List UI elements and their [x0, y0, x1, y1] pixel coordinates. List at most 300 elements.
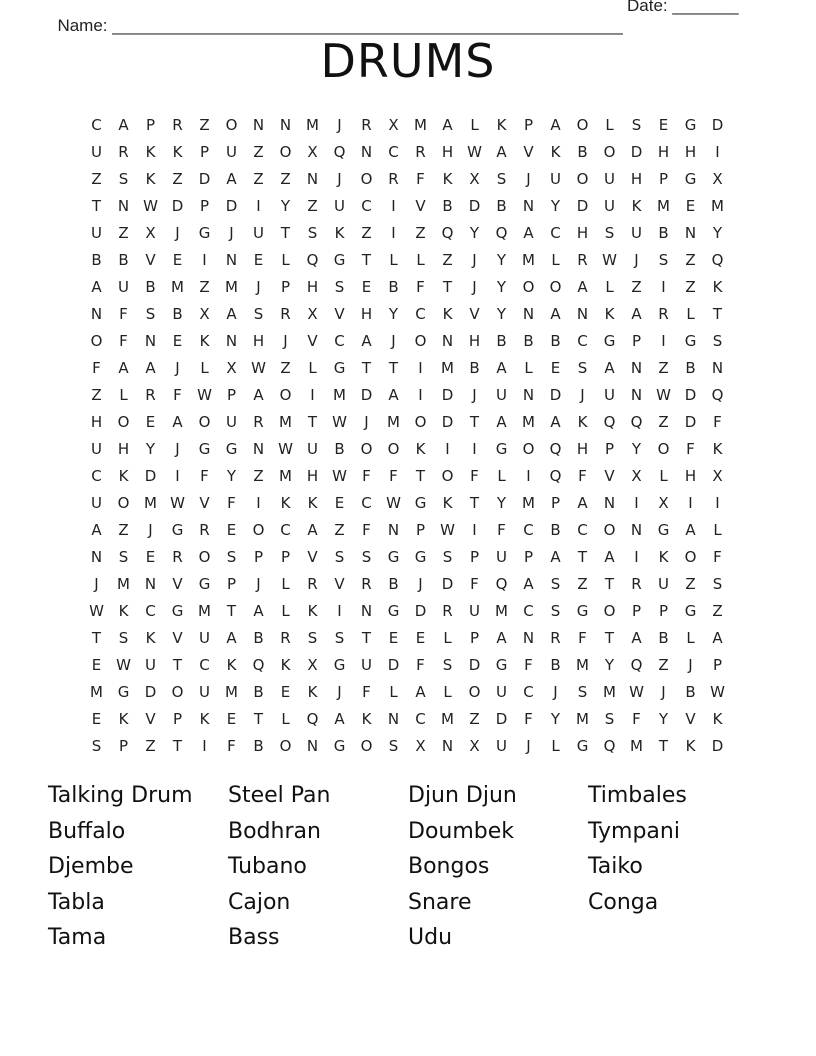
grid-letter: N — [630, 386, 643, 404]
grid-letter: O — [279, 386, 292, 404]
grid-letter: J — [688, 656, 693, 674]
grid-letter: S — [91, 737, 102, 755]
grid-letter: O — [522, 440, 535, 458]
grid-letter: M — [441, 359, 454, 377]
grid-letter: B — [685, 359, 696, 377]
grid-letter: C — [415, 710, 426, 728]
grid-letter: G — [333, 656, 346, 674]
grid-letter: A — [415, 683, 426, 701]
grid-letter: N — [630, 359, 643, 377]
grid-letter: R — [307, 575, 318, 593]
grid-letter: T — [361, 629, 372, 647]
grid-letter: G — [576, 737, 589, 755]
word-list-item: Bodhran — [228, 818, 321, 844]
grid-letter: M — [522, 413, 535, 431]
word-list-item: Tubano — [228, 854, 307, 879]
grid-letter: I — [472, 521, 477, 539]
grid-letter: J — [634, 251, 639, 269]
grid-letter: M — [603, 683, 616, 701]
grid-letter: R — [550, 629, 561, 647]
grid-letter: I — [391, 224, 396, 242]
grid-letter: E — [172, 251, 183, 269]
grid-letter: V — [307, 332, 318, 350]
grid-letter: B — [496, 332, 507, 350]
grid-letter: M — [495, 602, 508, 620]
grid-letter: W — [251, 359, 266, 377]
grid-letter: N — [90, 305, 103, 323]
grid-letter: B — [550, 521, 561, 539]
grid-letter: U — [199, 683, 210, 701]
grid-letter: I — [256, 197, 261, 215]
grid-letter: B — [253, 737, 264, 755]
grid-letter: U — [253, 224, 264, 242]
grid-letter: C — [577, 521, 588, 539]
grid-letter: C — [361, 494, 372, 512]
grid-letter: R — [172, 116, 183, 134]
grid-letter: C — [550, 224, 561, 242]
grid-letter: F — [524, 710, 533, 728]
grid-letter: S — [145, 305, 156, 323]
grid-letter: J — [256, 575, 261, 593]
grid-letter: M — [630, 737, 643, 755]
grid-letter: D — [576, 197, 589, 215]
grid-letter: D — [684, 386, 697, 404]
grid-letter: U — [199, 629, 210, 647]
grid-letter: I — [310, 386, 315, 404]
grid-letter: V — [145, 251, 156, 269]
grid-letter: T — [442, 278, 453, 296]
word-list-item: Udu — [408, 925, 453, 950]
grid-letter: Q — [495, 575, 508, 593]
grid-letter: N — [90, 548, 103, 566]
grid-letter: Y — [496, 251, 507, 269]
grid-letter: U — [361, 656, 372, 674]
grid-letter: Z — [631, 278, 642, 296]
grid-letter: F — [416, 656, 425, 674]
grid-letter: O — [360, 170, 373, 188]
grid-letter: O — [387, 440, 400, 458]
grid-letter: H — [90, 413, 103, 431]
grid-letter: F — [524, 656, 533, 674]
grid-letter: F — [200, 467, 209, 485]
grid-letter: D — [468, 197, 481, 215]
grid-letter: N — [144, 575, 157, 593]
grid-letter: Q — [603, 737, 616, 755]
grid-letter: N — [306, 737, 319, 755]
grid-letter: J — [472, 386, 477, 404]
grid-letter: X — [307, 656, 318, 674]
grid-letter: G — [198, 224, 211, 242]
grid-letter: R — [253, 413, 264, 431]
grid-letter: N — [576, 305, 589, 323]
grid-letter: O — [117, 494, 130, 512]
grid-letter: S — [118, 548, 129, 566]
grid-letter: E — [172, 332, 183, 350]
grid-letter: M — [171, 278, 184, 296]
grid-letter: A — [118, 116, 129, 134]
grid-letter: M — [90, 683, 103, 701]
grid-letter: Y — [280, 197, 291, 215]
grid-letter: G — [333, 737, 346, 755]
grid-letter: G — [387, 602, 400, 620]
grid-letter: Q — [711, 251, 724, 269]
word-list-item: Bass — [228, 925, 280, 950]
grid-letter: C — [280, 521, 291, 539]
grid-letter: Y — [388, 305, 399, 323]
grid-letter: X — [712, 170, 723, 188]
grid-letter: P — [118, 737, 129, 755]
grid-letter: Z — [253, 170, 264, 188]
grid-letter: D — [495, 710, 508, 728]
grid-letter: G — [225, 440, 238, 458]
grid-letter: M — [414, 116, 427, 134]
grid-letter: Q — [333, 143, 346, 161]
word-list-item: Cajon — [228, 889, 291, 915]
grid-letter: B — [685, 683, 696, 701]
grid-letter: I — [688, 494, 693, 512]
grid-letter: X — [712, 467, 723, 485]
grid-letter: D — [549, 386, 562, 404]
grid-letter: Y — [550, 197, 561, 215]
grid-letter: G — [171, 602, 184, 620]
grid-letter: O — [90, 332, 103, 350]
grid-letter: C — [577, 332, 588, 350]
grid-letter: Q — [441, 224, 454, 242]
grid-letter: J — [337, 683, 342, 701]
grid-letter: D — [171, 197, 184, 215]
grid-letter: Z — [199, 278, 210, 296]
grid-letter: J — [553, 683, 558, 701]
grid-letter: U — [631, 224, 642, 242]
grid-letter: O — [414, 413, 427, 431]
grid-letter: T — [172, 656, 183, 674]
grid-letter: U — [91, 143, 102, 161]
word-list — [48, 778, 768, 956]
grid-letter: M — [576, 710, 589, 728]
grid-letter: D — [711, 116, 724, 134]
grid-letter: T — [361, 359, 372, 377]
grid-letter: I — [337, 602, 342, 620]
grid-letter: Y — [496, 494, 507, 512]
grid-letter: X — [388, 116, 399, 134]
grid-letter: P — [415, 521, 426, 539]
grid-letter: V — [523, 143, 534, 161]
grid-letter: O — [576, 116, 589, 134]
grid-letter: A — [550, 305, 561, 323]
grid-letter: S — [604, 710, 615, 728]
grid-letter: I — [202, 737, 207, 755]
grid-letter: U — [604, 170, 615, 188]
grid-letter: A — [604, 359, 615, 377]
grid-letter: I — [418, 359, 423, 377]
grid-letter: R — [361, 575, 372, 593]
grid-letter: C — [523, 602, 534, 620]
grid-letter: P — [631, 602, 642, 620]
word-list-item: Talking Drum — [48, 783, 193, 808]
grid-letter: F — [713, 548, 722, 566]
grid-letter: F — [92, 359, 101, 377]
grid-letter: E — [658, 116, 669, 134]
grid-letter: A — [307, 521, 318, 539]
grid-letter: O — [360, 440, 373, 458]
grid-letter: R — [118, 143, 129, 161]
grid-letter: U — [550, 170, 561, 188]
grid-letter: Z — [361, 224, 372, 242]
grid-letter: R — [172, 548, 183, 566]
grid-letter: A — [118, 359, 129, 377]
grid-letter: P — [226, 386, 237, 404]
grid-letter: F — [173, 386, 182, 404]
grid-letter: O — [360, 737, 373, 755]
grid-letter: Z — [118, 224, 129, 242]
grid-letter: K — [307, 494, 318, 512]
grid-letter: Z — [280, 359, 291, 377]
grid-letter: J — [175, 359, 180, 377]
grid-letter: N — [360, 143, 373, 161]
grid-letter: L — [686, 305, 695, 323]
grid-letter: L — [281, 602, 290, 620]
grid-letter: C — [334, 332, 345, 350]
grid-letter: B — [145, 278, 156, 296]
grid-letter: S — [442, 548, 453, 566]
grid-letter: U — [496, 683, 507, 701]
grid-letter: U — [334, 197, 345, 215]
grid-letter: F — [227, 494, 236, 512]
grid-letter: H — [576, 224, 589, 242]
grid-letter: V — [334, 575, 345, 593]
grid-letter: G — [657, 521, 670, 539]
grid-letter: J — [283, 332, 288, 350]
grid-letter: Z — [658, 656, 669, 674]
grid-letter: S — [550, 602, 561, 620]
grid-letter: A — [172, 413, 183, 431]
grid-letter: O — [198, 413, 211, 431]
grid-letter: P — [469, 629, 480, 647]
grid-letter: C — [523, 683, 534, 701]
grid-letter: R — [388, 170, 399, 188]
grid-letter: T — [604, 629, 615, 647]
grid-letter: U — [658, 575, 669, 593]
grid-letter: I — [472, 440, 477, 458]
grid-letter: W — [332, 413, 347, 431]
grid-letter: K — [496, 116, 507, 134]
grid-letter: D — [144, 467, 157, 485]
grid-letter: F — [362, 521, 371, 539]
grid-letter: N — [522, 197, 535, 215]
grid-letter: Y — [631, 440, 642, 458]
grid-letter: O — [603, 521, 616, 539]
grid-letter: U — [496, 548, 507, 566]
grid-letter: N — [225, 332, 238, 350]
grid-letter: S — [577, 683, 588, 701]
grid-letter: S — [658, 251, 669, 269]
grid-letter: G — [576, 602, 589, 620]
grid-letter: K — [442, 170, 453, 188]
grid-letter: B — [550, 656, 561, 674]
grid-letter: U — [118, 278, 129, 296]
grid-letter: S — [118, 629, 129, 647]
grid-letter: S — [388, 737, 399, 755]
grid-letter: H — [117, 440, 130, 458]
grid-letter: W — [440, 521, 455, 539]
grid-letter: F — [470, 467, 479, 485]
grid-letter: J — [418, 575, 423, 593]
grid-letter: K — [307, 602, 318, 620]
grid-letter: K — [442, 305, 453, 323]
grid-letter: L — [389, 683, 398, 701]
grid-letter: O — [279, 737, 292, 755]
grid-letter: E — [388, 629, 399, 647]
grid-letter: A — [91, 521, 102, 539]
grid-letter: H — [630, 170, 643, 188]
grid-letter: M — [225, 278, 238, 296]
grid-letter: N — [252, 440, 265, 458]
grid-letter: Q — [711, 386, 724, 404]
grid-letter: D — [387, 656, 400, 674]
word-list-item: Buffalo — [48, 818, 126, 844]
word-list-item: Conga — [588, 889, 659, 915]
grid-letter: V — [469, 305, 480, 323]
grid-letter: J — [364, 413, 369, 431]
grid-letter: B — [523, 332, 534, 350]
grid-letter: E — [91, 656, 102, 674]
grid-letter: I — [661, 332, 666, 350]
grid-letter: B — [91, 251, 102, 269]
grid-letter: Z — [685, 251, 696, 269]
grid-letter: U — [604, 386, 615, 404]
grid-letter: Z — [685, 278, 696, 296]
grid-letter: O — [171, 683, 184, 701]
grid-letter: G — [333, 251, 346, 269]
grid-letter: V — [415, 197, 426, 215]
grid-letter: I — [445, 440, 450, 458]
grid-letter: A — [604, 548, 615, 566]
grid-letter: B — [388, 278, 399, 296]
grid-letter: P — [469, 548, 480, 566]
grid-letter: S — [712, 332, 723, 350]
grid-letter: T — [388, 359, 399, 377]
grid-letter: Y — [145, 440, 156, 458]
grid-letter: U — [604, 197, 615, 215]
grid-letter: L — [470, 116, 479, 134]
grid-letter: N — [117, 197, 130, 215]
grid-letter: J — [229, 224, 234, 242]
grid-letter: D — [684, 413, 697, 431]
grid-letter: M — [198, 602, 211, 620]
grid-letter: H — [360, 305, 373, 323]
word-list-item: Taiko — [588, 854, 643, 879]
grid-letter: J — [175, 224, 180, 242]
grid-letter: K — [118, 710, 129, 728]
grid-letter: L — [416, 251, 425, 269]
grid-letter: C — [145, 602, 156, 620]
grid-letter: X — [658, 494, 669, 512]
grid-letter: Z — [658, 413, 669, 431]
grid-letter: P — [172, 710, 183, 728]
grid-letter: I — [418, 386, 423, 404]
grid-letter: O — [522, 278, 535, 296]
grid-letter: A — [145, 359, 156, 377]
grid-letter: T — [172, 737, 183, 755]
grid-letter: I — [526, 467, 531, 485]
grid-letter: E — [334, 494, 345, 512]
grid-letter: P — [523, 548, 534, 566]
date-field: Date: _______ — [627, 0, 739, 15]
grid-letter: N — [387, 710, 400, 728]
grid-letter: N — [630, 521, 643, 539]
grid-letter: F — [497, 521, 506, 539]
grid-letter: L — [497, 467, 506, 485]
grid-letter: K — [334, 224, 345, 242]
grid-letter: E — [415, 629, 426, 647]
grid-letter: I — [715, 494, 720, 512]
grid-letter: N — [360, 602, 373, 620]
grid-letter: D — [441, 575, 454, 593]
grid-letter: T — [658, 737, 669, 755]
grid-letter: Y — [550, 710, 561, 728]
grid-letter: A — [442, 116, 453, 134]
word-list-item: Djembe — [48, 854, 134, 879]
grid-letter: L — [713, 521, 722, 539]
grid-letter: R — [145, 386, 156, 404]
grid-letter: E — [145, 413, 156, 431]
grid-letter: B — [253, 629, 264, 647]
grid-letter: M — [225, 683, 238, 701]
grid-letter: S — [307, 629, 318, 647]
grid-letter: H — [684, 467, 697, 485]
grid-letter: U — [226, 413, 237, 431]
grid-letter: A — [496, 359, 507, 377]
grid-letter: P — [523, 116, 534, 134]
grid-letter: F — [119, 305, 128, 323]
grid-letter: S — [604, 224, 615, 242]
grid-letter: N — [522, 386, 535, 404]
grid-letter: B — [469, 359, 480, 377]
grid-letter: P — [280, 278, 291, 296]
grid-letter: G — [603, 332, 616, 350]
grid-letter: C — [91, 467, 102, 485]
grid-letter: F — [470, 575, 479, 593]
grid-letter: S — [631, 116, 642, 134]
grid-letter: Z — [469, 710, 480, 728]
grid-letter: Z — [91, 386, 102, 404]
grid-letter: A — [712, 629, 723, 647]
grid-letter: A — [226, 305, 237, 323]
grid-letter: A — [523, 224, 534, 242]
grid-letter: I — [256, 494, 261, 512]
grid-letter: G — [684, 332, 697, 350]
grid-letter: A — [577, 278, 588, 296]
grid-letter: L — [605, 116, 614, 134]
grid-letter: Z — [199, 116, 210, 134]
grid-letter: K — [145, 629, 156, 647]
grid-letter: P — [253, 548, 264, 566]
grid-letter: O — [603, 143, 616, 161]
grid-letter: K — [361, 710, 372, 728]
grid-letter: P — [550, 494, 561, 512]
grid-letter: Z — [685, 575, 696, 593]
grid-letter: R — [280, 629, 291, 647]
grid-letter: A — [226, 629, 237, 647]
grid-letter: O — [252, 521, 265, 539]
grid-letter: L — [686, 629, 695, 647]
grid-letter: X — [469, 170, 480, 188]
grid-letter: Z — [415, 224, 426, 242]
grid-letter: M — [576, 656, 589, 674]
grid-letter: N — [144, 332, 157, 350]
grid-letter: F — [416, 170, 425, 188]
grid-letter: D — [225, 197, 238, 215]
